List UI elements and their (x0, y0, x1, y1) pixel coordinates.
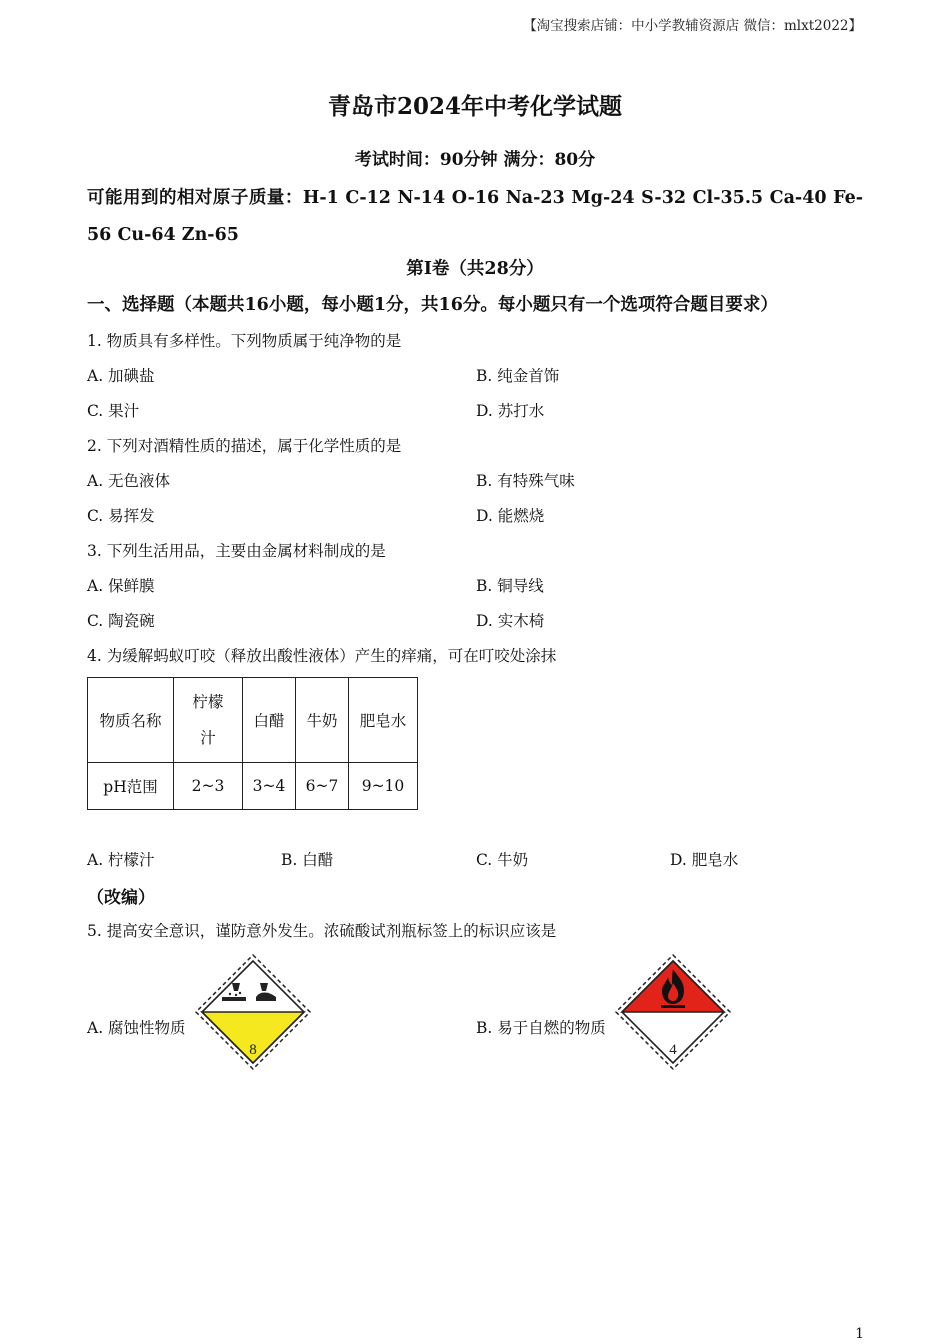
question-1-option-a: A. 加碘盐 (87, 367, 155, 385)
question-3-option-b: B. 铜导线 (476, 577, 544, 595)
question-2-option-b: B. 有特殊气味 (476, 472, 575, 490)
exam-info: 考试时间：90分钟 满分：80分 (354, 150, 596, 170)
question-1-option-b: B. 纯金首饰 (476, 367, 560, 385)
question-3-option-d: D. 实木椅 (476, 612, 545, 630)
flammable-sign (614, 953, 732, 1071)
header-note: 【淘宝搜索店铺：中小学教辅资源店 微信：mlxt2022】 (523, 18, 862, 34)
question-3-option-a: A. 保鲜膜 (87, 577, 155, 595)
table-row (88, 678, 418, 763)
question-1-option-d: D. 苏打水 (476, 402, 545, 420)
table-cell (174, 678, 243, 763)
question-1-option-c: C. 果汁 (87, 402, 140, 420)
question-4-option-a: A. 柠檬汁 (87, 851, 155, 869)
question-5-option-b: B. 易于自燃的物质 (476, 1019, 606, 1037)
table-cell: 6~7 (296, 763, 349, 810)
table-cell: 白醋 (243, 678, 296, 763)
question-3-option-c: C. 陶瓷碗 (87, 612, 155, 630)
table-cell: 牛奶 (296, 678, 349, 763)
section-title: 一、选择题（本题共16小题，每小题1分，共16分。每小题只有一个选项符合题目要求） (87, 295, 778, 315)
ph-table (87, 677, 418, 810)
table-cell: 2~3 (174, 763, 243, 810)
table-cell: 3~4 (243, 763, 296, 810)
atomic-masses: 可能用到的相对原子质量：H-1 C-12 N-14 O-16 Na-23 Mg-24 S-32 Cl-35.5 Ca-40 Fe-56 Cu-64 Zn-65 (87, 188, 863, 245)
question-2-option-c: C. 易挥发 (87, 507, 155, 525)
question-4-option-c: C. 牛奶 (476, 851, 529, 869)
table-cell: 物质名称 (88, 678, 174, 763)
corrosive-sign (194, 953, 312, 1071)
table-cell: 9~10 (349, 763, 418, 810)
question-2-stem: 2. 下列对酒精性质的描述，属于化学性质的是 (87, 437, 402, 455)
table-row (88, 763, 418, 810)
question-5-option-a: A. 腐蚀性物质 (87, 1019, 186, 1037)
table-cell-text: 柠檬汁 (192, 693, 224, 747)
question-3-stem: 3. 下列生活用品，主要由金属材料制成的是 (87, 542, 386, 560)
table-cell: 肥皂水 (349, 678, 418, 763)
question-2-option-d: D. 能燃烧 (476, 507, 545, 525)
question-1-stem: 1. 物质具有多样性。下列物质属于纯净物的是 (87, 332, 402, 350)
page-title: 青岛市2024年中考化学试题 (327, 93, 622, 120)
sign-number-a: 8 (249, 1042, 257, 1058)
question-2-option-a: A. 无色液体 (87, 472, 171, 490)
question-4-option-d: D. 肥皂水 (670, 851, 739, 869)
question-4-option-b: B. 白醋 (281, 851, 334, 869)
volume-title: 第Ⅰ卷（共28分） (406, 259, 544, 279)
table-cell: pH范围 (88, 763, 174, 810)
question-4-stem: 4. 为缓解蚂蚁叮咬（释放出酸性液体）产生的痒痛，可在叮咬处涂抹 (87, 647, 557, 665)
question-5-stem: 5. 提高安全意识，谨防意外发生。浓硫酸试剂瓶标签上的标识应该是 (87, 922, 557, 940)
sign-number-b: 4 (669, 1042, 677, 1058)
page-number: 1 (855, 1326, 864, 1342)
adapted-note: （改编） (87, 888, 155, 908)
